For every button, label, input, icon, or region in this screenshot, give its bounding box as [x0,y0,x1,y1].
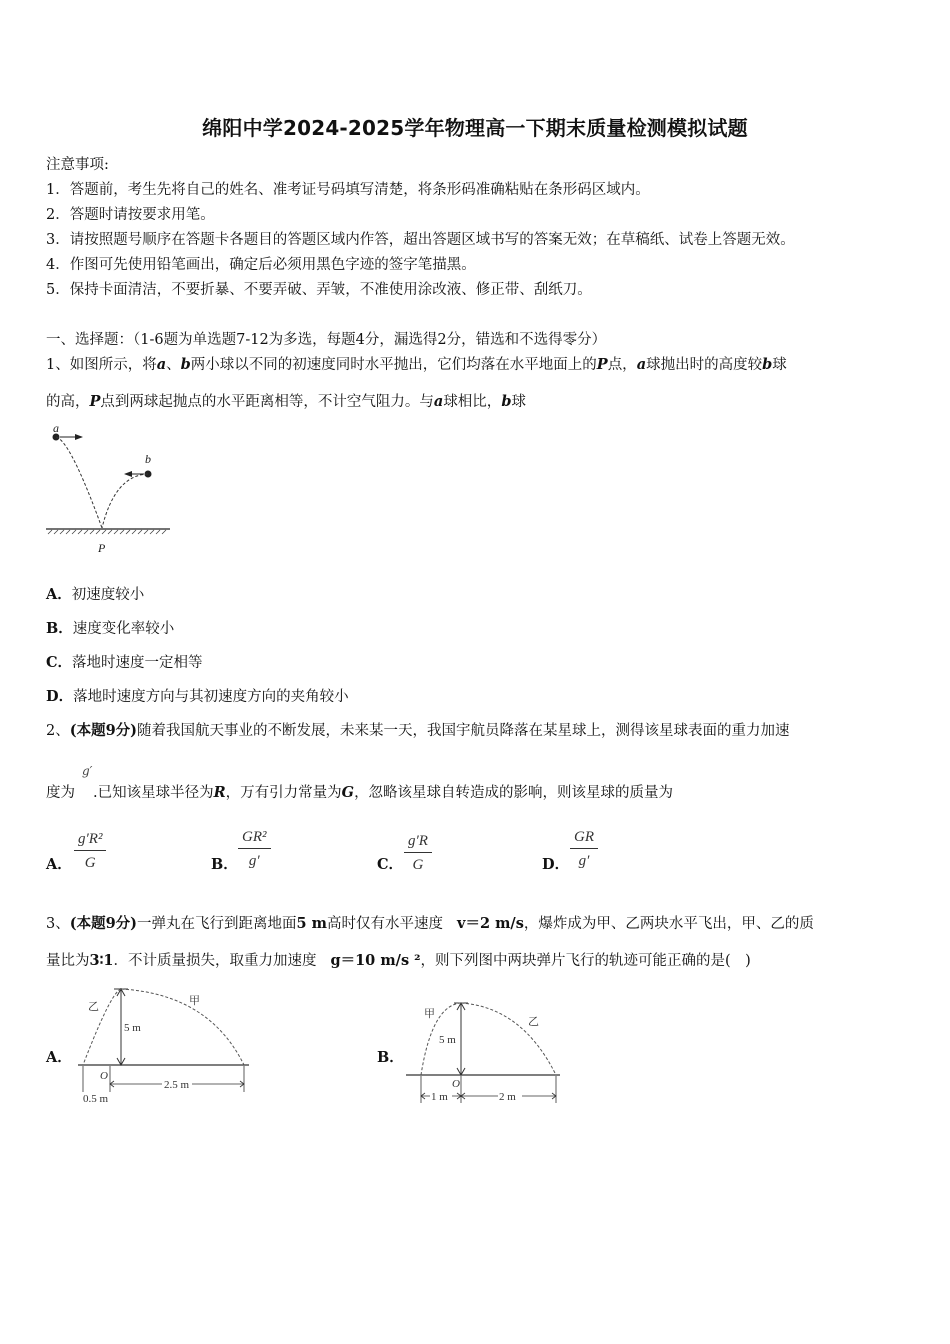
q1-option-b[interactable]: B．速度变化率较小 [46,620,175,637]
notice-heading: 注意事项: [46,157,109,173]
label-left-distance: 0.5 m [83,1093,109,1105]
notice-item: 2．答题时请按要求用笔。 [46,207,215,223]
q1-stem-line2: 的高，P点到两球起抛点的水平距离相等，不计空气阻力。与a球相比，b球 [46,393,526,410]
label-origin: O [452,1078,460,1090]
q2-option-b-fraction: $\frac{\text{GR²}}{g'}$ [238,829,271,870]
q3-option-a-figure [74,980,259,1105]
q2-option-a-letter[interactable]: A． [46,856,72,873]
q1-figure [40,420,180,560]
label-b: b [145,452,151,466]
label-origin: O [100,1070,108,1082]
q2-option-b-letter[interactable]: B． [211,856,238,873]
label-right-distance: 2 m [499,1091,516,1103]
q1-option-c[interactable]: C．落地时速度一定相等 [46,654,203,671]
page-title: 绵阳中学2024-2025学年物理高一下期末质量检测模拟试题 [202,116,748,140]
q2-option-c-fraction: $\frac{g'R}{G}$ [404,833,432,874]
label-p: P [98,541,106,555]
ground-hatch [48,530,166,534]
q2-option-d-fraction: $\frac{GR}{g'}$ [570,829,598,870]
notice-item: 4．作图可先使用铅笔画出，确定后必须用黑色字迹的签字笔描黑。 [46,257,476,273]
trajectory-yi [461,1003,556,1075]
q1-option-d[interactable]: D．落地时速度方向与其初速度方向的夹角较小 [46,688,349,705]
q3-option-b-letter[interactable]: B． [377,1049,404,1066]
q1-stem-line1: 1、如图所示，将a、b两小球以不同的初速度同时水平抛出，它们均落在水平地面上的P点，a球抛出时的高度较b球 [46,356,787,373]
q3-option-a-letter[interactable]: A． [46,1049,72,1066]
label-right-distance: 2.5 m [164,1079,190,1091]
q3-stem-line2: 量比为3∶1．不计质量损失，取重力加速度 g＝10 m/s ²，则下列图中两块弹片飞行的轨迹可能正确的是( ) [46,952,751,969]
section-heading: 一、选择题：（1-6题为单选题7-12为多选，每题4分，漏选得2分，错选和不选得零分） [46,332,607,348]
label-jia: 甲 [189,995,200,1007]
label-a: a [53,421,59,435]
q2-stem-line1: 2、(本题9分)随着我国航天事业的不断发展，未来某一天，我国宇航员降落在某星球上，测得该星球表面的重力加速 [46,722,790,739]
label-left-distance: 1 m [431,1091,448,1103]
notice-item: 1．答题前，考生先将自己的姓名、准考证号码填写清楚，将条形码准确粘贴在条形码区域内。 [46,182,650,198]
label-yi: 乙 [528,1016,539,1028]
label-yi: 乙 [88,1001,99,1013]
q2-stem-line2: 度为 .已知该星球半径为R，万有引力常量为G，忽略该星球自转造成的影响，则该星球的质量为 [46,784,674,801]
q2-option-c-letter[interactable]: C． [377,856,404,873]
trajectory-a [56,437,102,528]
q2-option-a-fraction: $\frac{\text{g′R²}}{G}$ [74,831,106,872]
q3-option-b-figure [402,995,567,1110]
q2-option-d-letter[interactable]: D． [542,856,570,873]
label-jia: 甲 [424,1008,435,1020]
notice-item: 5．保持卡面清洁，不要折暴、不要弄破、弄皱，不准使用涂改液、修正带、刮纸刀。 [46,282,592,298]
q3-stem-line1: 3、(本题9分)一弹丸在飞行到距离地面5 m高时仅有水平速度 v＝2 m/s，爆炸成为甲、乙两块水平飞出，甲、乙的质 [46,915,814,932]
gprime-symbol: g′ [82,764,93,778]
label-height: 5 m [124,1022,141,1034]
label-height: 5 m [439,1034,456,1046]
notice-item: 3．请按照题号顺序在答题卡各题目的答题区域内作答，超出答题区域书写的答案无效；在草稿纸、试卷上答题无效。 [46,232,795,248]
trajectory-b [102,474,148,528]
q1-option-a[interactable]: A．初速度较小 [46,586,145,603]
